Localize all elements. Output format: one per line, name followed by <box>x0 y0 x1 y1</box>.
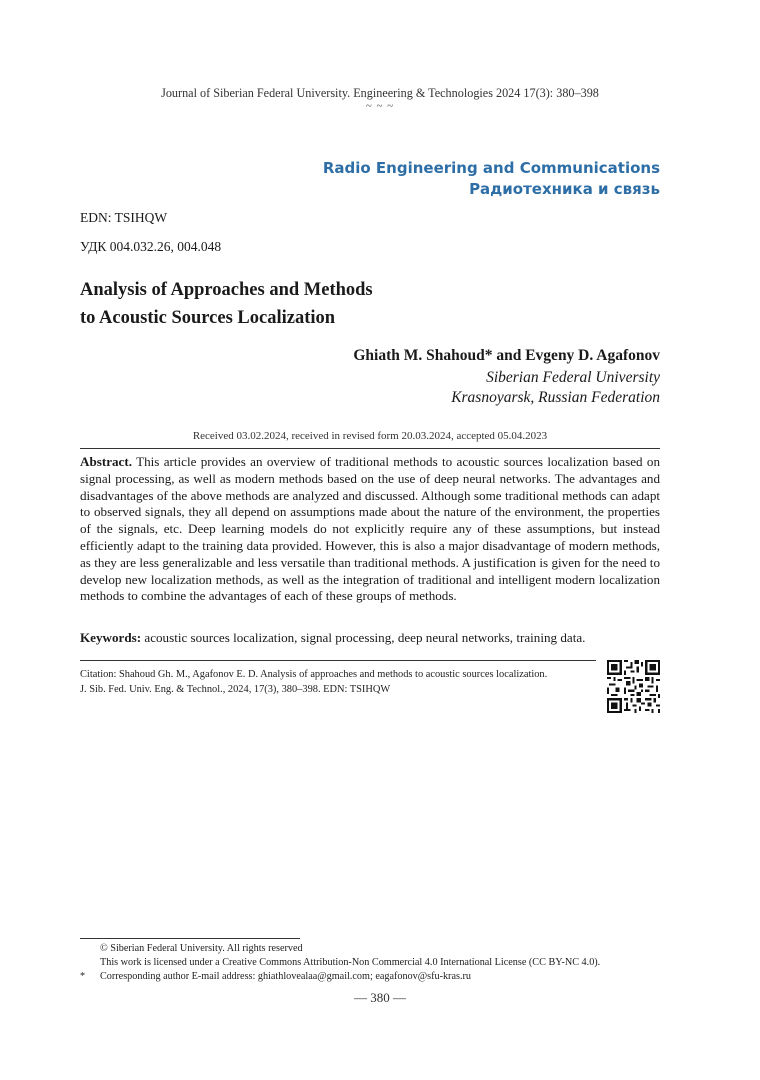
section-title-ru: Радиотехника и связь <box>469 180 660 198</box>
abstract-label: Abstract. <box>80 454 132 469</box>
header-ornament: ~ ~ ~ <box>365 100 395 112</box>
keywords-text: acoustic sources localization, signal processing, deep neural networks, training data. <box>141 630 586 645</box>
section-title-en: Radio Engineering and Communications <box>322 159 660 177</box>
footnote-star: * <box>80 971 86 982</box>
affiliation: Siberian Federal University <box>486 369 660 386</box>
qr-code-icon <box>607 660 660 713</box>
citation-line-1: Citation: Shahoud Gh. M., Agafonov E. D. Analysis of approaches and methods to acoustic sources localization. <box>80 669 548 680</box>
keywords-label: Keywords: <box>80 630 142 645</box>
keywords <box>80 630 660 647</box>
title-line-1: Analysis of Approaches and Methods <box>80 280 373 300</box>
page-number: — 380 — <box>354 990 406 1005</box>
corresponding-author-note: Corresponding author E-mail address: ghiathlovealaa@gmail.com; eagafonov@sfu-kras.ru <box>100 971 471 982</box>
udk-code: УДК 004.032.26, 004.048 <box>80 239 222 254</box>
received-dates: Received 03.02.2024, received in revised form 20.03.2024, accepted 05.04.2023 <box>192 430 548 442</box>
abstract <box>80 454 660 605</box>
abstract-text: This article provides an overview of traditional methods to acoustic sources localization based on signal processing, as well as modern methods based on the use of deep neural networks. The advantages and disadvantages of the above methods are analyzed and discussed. Although some traditional methods can adapt to observed signals, they all depend on assumptions made about the nature of the environment, the properties of the signals, etc. Deep learning models do not explicitly require any of these assumptions, but instead efficiently adapt to the training data provided. However, this is also a major disadvantage of modern methods, as they are less generalizable and less versatile than traditional methods. A justification is given for the need to develop new localization methods, as well as the integration of traditional and intelligent modern localization methods to combine the advantages of each of these groups of methods. <box>80 454 660 604</box>
citation-divider <box>80 660 596 661</box>
article-title <box>80 276 373 332</box>
license-note: This work is licensed under a Creative Commons Attribution-Non Commercial 4.0 International License (CC BY-NC 4.0). <box>100 957 601 968</box>
title-line-2: to Acoustic Sources Localization <box>80 308 336 328</box>
copyright-note: © Siberian Federal University. All rights reserved <box>100 943 303 954</box>
footnote-divider <box>80 938 300 939</box>
edn-code: EDN: TSIHQW <box>80 210 168 225</box>
citation-line-2: J. Sib. Fed. Univ. Eng. & Technol., 2024, 17(3), 380–398. EDN: TSIHQW <box>80 684 391 695</box>
journal-header: Journal of Siberian Federal University. Engineering & Technologies 2024 17(3): 380–398 <box>161 86 599 100</box>
citation <box>80 667 600 697</box>
divider <box>80 448 660 449</box>
affiliation-location: Krasnoyarsk, Russian Federation <box>451 389 660 406</box>
authors: Ghiath M. Shahoud* and Evgeny D. Agafonov <box>353 347 660 364</box>
